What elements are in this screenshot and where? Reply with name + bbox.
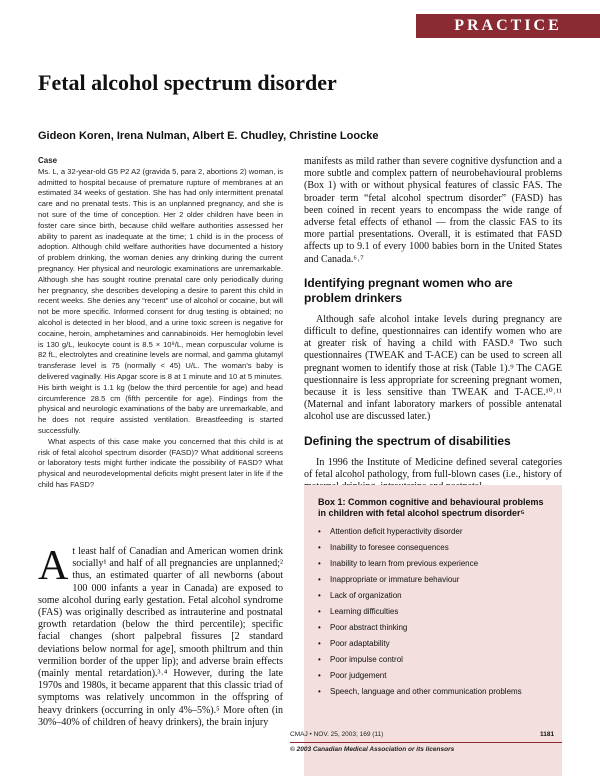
box-title: Box 1: Common cognitive and behavioural problems in children with fetal alcohol spectrum disorder⁵ [318,497,544,518]
box-list-item: • Attention deficit hyperactivity disorder [318,527,548,537]
box-list [318,527,548,697]
section-label: PRACTICE [416,14,600,38]
copyright-notice: © 2003 Canadian Medical Association or its licensors [290,746,455,753]
page-number: 1181 [540,731,555,738]
box-list-item: • Speech, language and other communication problems [318,687,548,697]
case-heading: Case [38,156,58,165]
intro-paragraph: t least half of Canadian and American women drink socially¹ and half of all pregnancies are unplanned;² thus, an estimated quarter of all newborns (about 100 000 infants a year in Canada) are exposed to some alcohol during early gestation. Fetal alcohol syndrome (FAS) was originally described as intrauterine and postnatal growth retardation (below the third percentile); specific facial changes (short palpebral fissures [2 standard deviations below normal for age], smooth philtrum and thin vermilion border of the upper lip); and adverse brain effects (mainly mental retardation).³˒⁴ However, during the late 1970s and 1980s, it became apparent that this classic triad of symptoms was relatively uncommon in the offspring of heavy drinkers (occurring in only 4%–5%).⁵ More often (in 30%–40% of children of heavy drinkers), the brain injury [38,546,283,728]
case-paragraph-1: Ms. L, a 32-year-old G5 P2 A2 (gravida 5, para 2, abortions 2) woman, is admitted to hospital because of premature rupture of membranes at an estimated 34 weeks of gestation. She has had only intermittent prenatal care and no prenatal tests. This is an unplanned pregnancy, and she is not sure of the time of conception. Her 2 older children have been in foster care since birth, because child welfare authorities assessed her ability to parent as inadequate at the time; 1 child is in the process of adoption. Although child welfare authorities have documented a history of problem drinking, the woman denies any drinking during the current pregnancy. Her physical and neurologic examinations are unremarkable. Although she has sought routine prenatal care only periodically during her pregnancy, she describes developing a desire to parent this child in recent weeks. She denies any “recent” use of alcohol or cocaine, but will not be more specific. Informed consent for drug testing is obtained; no alcohol is detected in her blood, and a urine toxic screen is negative for cocaine, heroin, amphetamines and cannabinoids. Her hemoglobin level is 130 g/L, leukocyte count is 8.5 × 10⁹/L, mean corpuscular volume is 82 fL, electrolytes and creatinine levels are normal, and gamma glutamyl transferase level is 75 (normally < 45) U/L. The woman’s baby is delivered vaginally. His Apgar score is 8 at 1 minute and 10 at 5 minutes. His birth weight is 1.1 kg (below the third percentile for age) and head circumference 28.5 cm (fifth percentile for age). Findings from the physical and neurologic examinations of the baby are unremarkable, and he does not require assisted ventilation. Breastfeeding is started successfully. [38,166,283,435]
section-defining-text: In 1996 the Institute of Medicine defined several categories of fetal alcohol pathology, from full-blown cases (i.e., history of [304,456,562,480]
box-list-item: • Learning difficulties [318,607,548,617]
footer-divider [290,742,562,743]
drop-cap: A [38,543,69,589]
case-box [38,156,283,491]
left-body-text [38,543,283,729]
box-list-item: • Poor adaptability [318,639,548,649]
section-heading-identifying: Identifying pregnant women who are problem drinkers [304,275,513,305]
box-list-item: • Poor abstract thinking [318,623,548,633]
box-list-item: • Poor impulse control [318,655,548,665]
article-title: Fetal alcohol spectrum disorder [38,70,337,95]
box-list-item: • Poor judgement [318,671,548,681]
section-identifying-text: Although safe alcohol intake levels during pregnancy are difficult to define, questionnaires can identify women who are at greater risk of having a child with FASD.⁸ Two such questionnaires (TWEAK and T-ACE) can be used to screen all pregnant women to identify those at risk (Table 1).⁹ The CAGE questionnaire is less appropriate for screening pregnant women, because it is less sensitive than TWEAK and T-ACE.¹⁰˒¹¹ (Maternal and infant laboratory markers of possible antenatal alcohol use are discussed later.) [304,313,562,423]
article-authors: Gideon Koren, Irena Nulman, Albert E. Chudley, Christine Loocke [38,130,379,142]
journal-citation: CMAJ • NOV. 25, 2003; 169 (11) [290,731,384,738]
case-paragraph-2: What aspects of this case make you concerned that this child is at risk of fetal alcohol spectrum disorder (FASD)? What additional screens or laboratory tests might further indicate the possibility of FASD? What physical and neurodevelopmental deficits might present later in life if the child has FASD? [38,436,283,489]
right-column [304,156,562,493]
box-list-item: • Inability to foresee consequences [318,543,548,553]
box-list-item: • Lack of organization [318,591,548,601]
box-list-item: • Inappropriate or immature behaviour [318,575,548,585]
right-intro-paragraph: manifests as mild rather than severe cognitive dysfunction and a more subtle and complex pattern of neurobehavioural problems (Box 1) with or without physical features of classic FAS. The broader term “fetal alcohol spectrum disorder” (FASD) has been coined in recent years to encompass the wide range of adverse fetal effects of ethanol — from the classic FAS to its more partial presentations. Overall, it is estimated that FASD affects up to 9.1 of every 1000 babies born in the United States and Canada.⁶˒⁷ [304,156,562,265]
box-list-item: • Inability to learn from previous experience [318,559,548,569]
section-heading-defining: Defining the spectrum of disabilities [304,433,511,448]
